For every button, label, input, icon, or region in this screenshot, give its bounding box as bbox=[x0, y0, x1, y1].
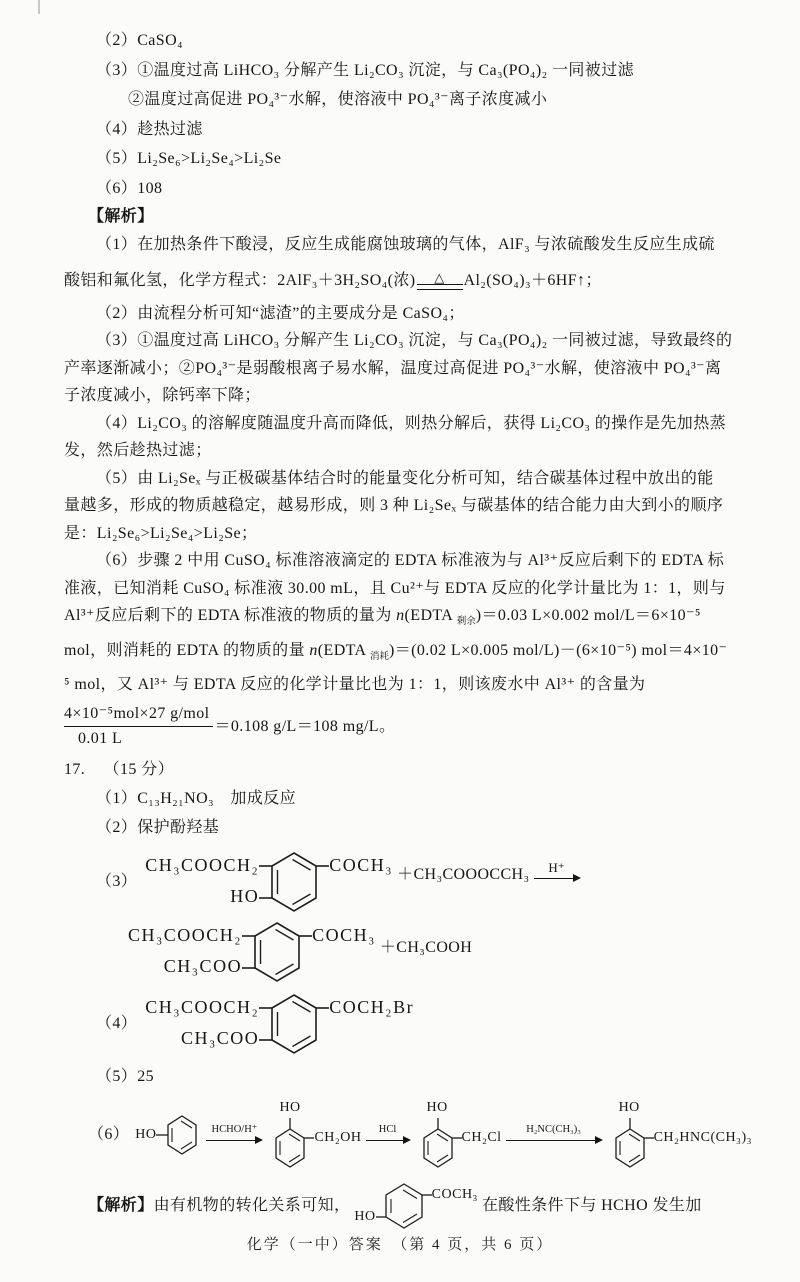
benzene-ring-icon bbox=[414, 1115, 462, 1169]
reaction-arrow-3 bbox=[506, 1124, 602, 1145]
substituent-top: HO bbox=[426, 1099, 448, 1115]
substituent-right: CH₂HNC(CH₃)₃ bbox=[653, 1129, 752, 1145]
benzene-structure-reactant bbox=[145, 850, 393, 914]
question-17-header bbox=[64, 755, 760, 784]
analysis-16-p5-line3: 是：Li₂Se₆>Li₂Se₄>Li₂Se； bbox=[64, 524, 258, 542]
benzene-ring-icon bbox=[259, 850, 329, 914]
subscript-consumed: 消耗 bbox=[370, 651, 390, 662]
p6-line4-pre: mol，则消耗的 EDTA 的物质的量 bbox=[64, 641, 310, 659]
analysis-17-heading: 【解析】 bbox=[88, 1197, 154, 1214]
substituent-right: COCH₂Br bbox=[329, 996, 415, 1017]
plus-reagent: ＋CH₃COOOCCH₃ bbox=[397, 866, 530, 883]
substituent-right: COCH₃ bbox=[312, 924, 376, 945]
benzene-ring-icon bbox=[606, 1115, 654, 1169]
benzene-ring-icon bbox=[266, 1115, 314, 1169]
substituent-bottom-left: HO bbox=[230, 885, 260, 906]
analysis-16-p1-line2 bbox=[64, 267, 760, 295]
benzyl-alcohol-structure bbox=[266, 1101, 361, 1169]
answer-16-5: （5）Li₂Se₆>Li₂Se₄>Li₂Se bbox=[96, 150, 282, 167]
substituent-left: HO bbox=[354, 1208, 376, 1224]
answer-16-3-line2: ②温度过高促进 PO₄³⁻水解，使溶液中 PO₄³⁻离子浓度减小 bbox=[128, 91, 548, 108]
delta-heat-icon: △ bbox=[434, 270, 445, 286]
benzene-structure bbox=[145, 992, 414, 1056]
answer-16-4: （4）趁热过滤 bbox=[96, 120, 203, 138]
answer-16-6: （6）108 bbox=[96, 179, 163, 197]
analysis-16-p4-line2: 发，然后趁热过滤； bbox=[64, 442, 212, 459]
analysis-16-p6-line4 bbox=[64, 637, 760, 672]
analysis-16-p4-line1: （4）Li₂CO₃ 的溶解度随温度升高而降低，则热分解后，获得 Li₂CO₃ 的操作是先加热蒸 bbox=[96, 414, 727, 432]
item-label: （6） bbox=[88, 1126, 130, 1143]
substituent-bottom-left: CH₃COO bbox=[163, 955, 243, 976]
n-symbol: n bbox=[396, 607, 405, 624]
substituent-bottom-left: CH₃COO bbox=[180, 1027, 260, 1048]
reaction-arrow-1 bbox=[206, 1124, 262, 1145]
hydroxyacetophenone-structure bbox=[354, 1181, 478, 1231]
substituent-right: COCH₃ bbox=[329, 854, 394, 875]
scan-artifact bbox=[38, 0, 40, 14]
question-number: 17. bbox=[64, 760, 86, 778]
answer-16-3-line1: （3）①温度过高 LiHCO₃ 分解产生 Li₂CO₃ 沉淀，与 Ca₃(PO₄)₂ 一同被过滤 bbox=[96, 61, 634, 79]
analysis-16-heading: 【解析】 bbox=[88, 208, 154, 225]
analysis-17-line bbox=[64, 1181, 760, 1231]
substituent-top-left: CH₃COOCH₂ bbox=[128, 924, 243, 945]
fraction bbox=[64, 705, 213, 748]
substituent-left: HO bbox=[135, 1126, 157, 1142]
answer-17-2: （2）保护酚羟基 bbox=[96, 818, 220, 836]
analysis-17-post: 在酸性条件下与 HCHO 发生加 bbox=[481, 1197, 702, 1214]
analysis-16-p6-line2: 准液，已知消耗 CuSO₄ 标准液 30.00 mL，且 Cu²⁺与 EDTA 反应的化学计量比为 1：1，则与 bbox=[64, 579, 726, 597]
substituent-top: HO bbox=[279, 1099, 301, 1115]
edta-open: (EDTA bbox=[404, 607, 457, 624]
p6-line3-pre: Al³⁺反应后剩下的 EDTA 标准液的物质的量为 bbox=[64, 607, 397, 624]
analysis-16-p3-line1: （3）①温度过高 LiHCO₃ 分解产生 Li₂CO₃ 沉淀，与 Ca₃(PO₄)₂ 一同被过滤，导致最终的 bbox=[96, 332, 733, 349]
fraction-numerator: 4×10⁻⁵mol×27 g/mol bbox=[64, 705, 213, 727]
analysis-16-p2: （2）由流程分析可知“滤渣”的主要成分是 CaSO₄； bbox=[96, 304, 465, 322]
p6-line3-post: )＝0.03 L×0.002 mol/L＝6×10⁻⁵ bbox=[475, 607, 701, 624]
analysis-16-p5-line1: （5）由 Li₂Seₓ 与正极碳基体结合时的能量变化分析可知，结合碳基体过程中放出的能 bbox=[96, 469, 714, 487]
benzene-ring-icon bbox=[156, 1114, 202, 1156]
analysis-16-p1-line1: （1）在加热条件下酸浸，反应生成能腐蚀玻璃的气体，AlF₃ 与浓硫酸发生反应生成硫 bbox=[96, 235, 715, 253]
substituent-top: HO bbox=[618, 1099, 640, 1115]
analysis-16-p3-line2: 产率逐渐减小；②PO₄³⁻是弱酸根离子易水解，温度过高促进 PO₄³⁻水解，使溶液中 PO₄³⁻离 bbox=[64, 359, 722, 377]
answer-17-6-route bbox=[64, 1101, 760, 1169]
equation-right: Al₂(SO₄)₃＋6HF↑； bbox=[463, 272, 602, 289]
substituent-right: CH₂OH bbox=[314, 1129, 362, 1145]
analysis-16-p6-line1: （6）步骤 2 中用 CuSO₄ 标准溶液滴定的 EDTA 标准液为与 Al³⁺反应后剩下的 EDTA 标 bbox=[96, 552, 725, 569]
p6-line4-post: )＝(0.02 L×0.005 mol/L)－(6×10⁻⁵) mol＝4×10⁻ bbox=[389, 641, 728, 659]
substituent-top-left: CH₃COOCH₂ bbox=[145, 996, 260, 1017]
fraction-result: ＝0.108 g/L＝108 mg/L。 bbox=[214, 717, 396, 735]
page-footer: 化学（一中）答案 （第 4 页，共 6 页） bbox=[246, 1237, 554, 1253]
question-score: （15 分） bbox=[103, 760, 175, 778]
answer-17-3-products bbox=[64, 920, 760, 984]
answer-17-5: （5）25 bbox=[96, 1067, 155, 1085]
item-label: （4） bbox=[96, 1015, 138, 1032]
analysis-16-p6-line3 bbox=[64, 602, 760, 637]
equation-left: 酸铝和氟化氢，化学方程式：2AlF₃＋3H₂SO₄(浓) bbox=[64, 272, 416, 289]
edta-open: (EDTA bbox=[317, 641, 371, 659]
benzene-ring-icon bbox=[259, 992, 329, 1056]
reaction-arrow bbox=[534, 862, 580, 883]
benzyl-chloride-structure bbox=[414, 1101, 502, 1169]
phenol-structure bbox=[135, 1114, 202, 1156]
item-label: （3） bbox=[96, 873, 138, 890]
arrow-condition-1: HCHO/H⁺ bbox=[211, 1124, 258, 1135]
substituent-right: CH₂Cl bbox=[461, 1129, 502, 1145]
substituent-right: COCH₃ bbox=[431, 1186, 478, 1202]
answer-16-2: （2）CaSO₄ bbox=[96, 32, 184, 49]
benzene-ring-icon bbox=[242, 920, 312, 984]
heating-condition-equals bbox=[417, 271, 463, 290]
answer-17-3-reactants bbox=[64, 850, 760, 914]
substituent-top-left: CH₃COOCH₂ bbox=[145, 854, 260, 875]
answer-17-4 bbox=[64, 992, 760, 1056]
arrow-condition: H⁺ bbox=[548, 860, 565, 875]
n-symbol: n bbox=[309, 641, 318, 659]
analysis-16-p5-line2: 量越多，形成的物质越稳定，越易形成，则 3 种 Li₂Seₓ 与碳基体的结合能力由大到小的顺序 bbox=[64, 497, 724, 514]
answer-17-1: （1）C₁₃H₂₁NO₃ 加成反应 bbox=[96, 789, 297, 807]
analysis-16-p3-line3: 子浓度减小，除钙率下降； bbox=[64, 387, 261, 404]
arrow-condition-3: H₂NC(CH₃)₃ bbox=[526, 1124, 581, 1135]
benzene-structure-product bbox=[128, 920, 376, 984]
double-line bbox=[417, 284, 463, 290]
benzene-ring-icon bbox=[376, 1181, 432, 1231]
reaction-arrow-2 bbox=[366, 1124, 410, 1145]
fraction-denominator: 0.01 L bbox=[78, 730, 123, 747]
subscript-remaining: 剩余 bbox=[456, 617, 476, 627]
analysis-16-p6-line5: ⁵ mol，又 Al³⁺ 与 EDTA 反应的化学计量比也为 1：1，则该废水中 Al³⁺ 的含量为 bbox=[64, 676, 646, 693]
amine-product-structure bbox=[606, 1101, 752, 1169]
plus-byproduct: ＋CH₃COOH bbox=[379, 939, 473, 956]
analysis-16-fraction-line bbox=[64, 699, 760, 755]
analysis-17-pre: 由有机物的转化关系可知， bbox=[153, 1197, 351, 1214]
arrow-condition-2: HCl bbox=[378, 1124, 397, 1135]
